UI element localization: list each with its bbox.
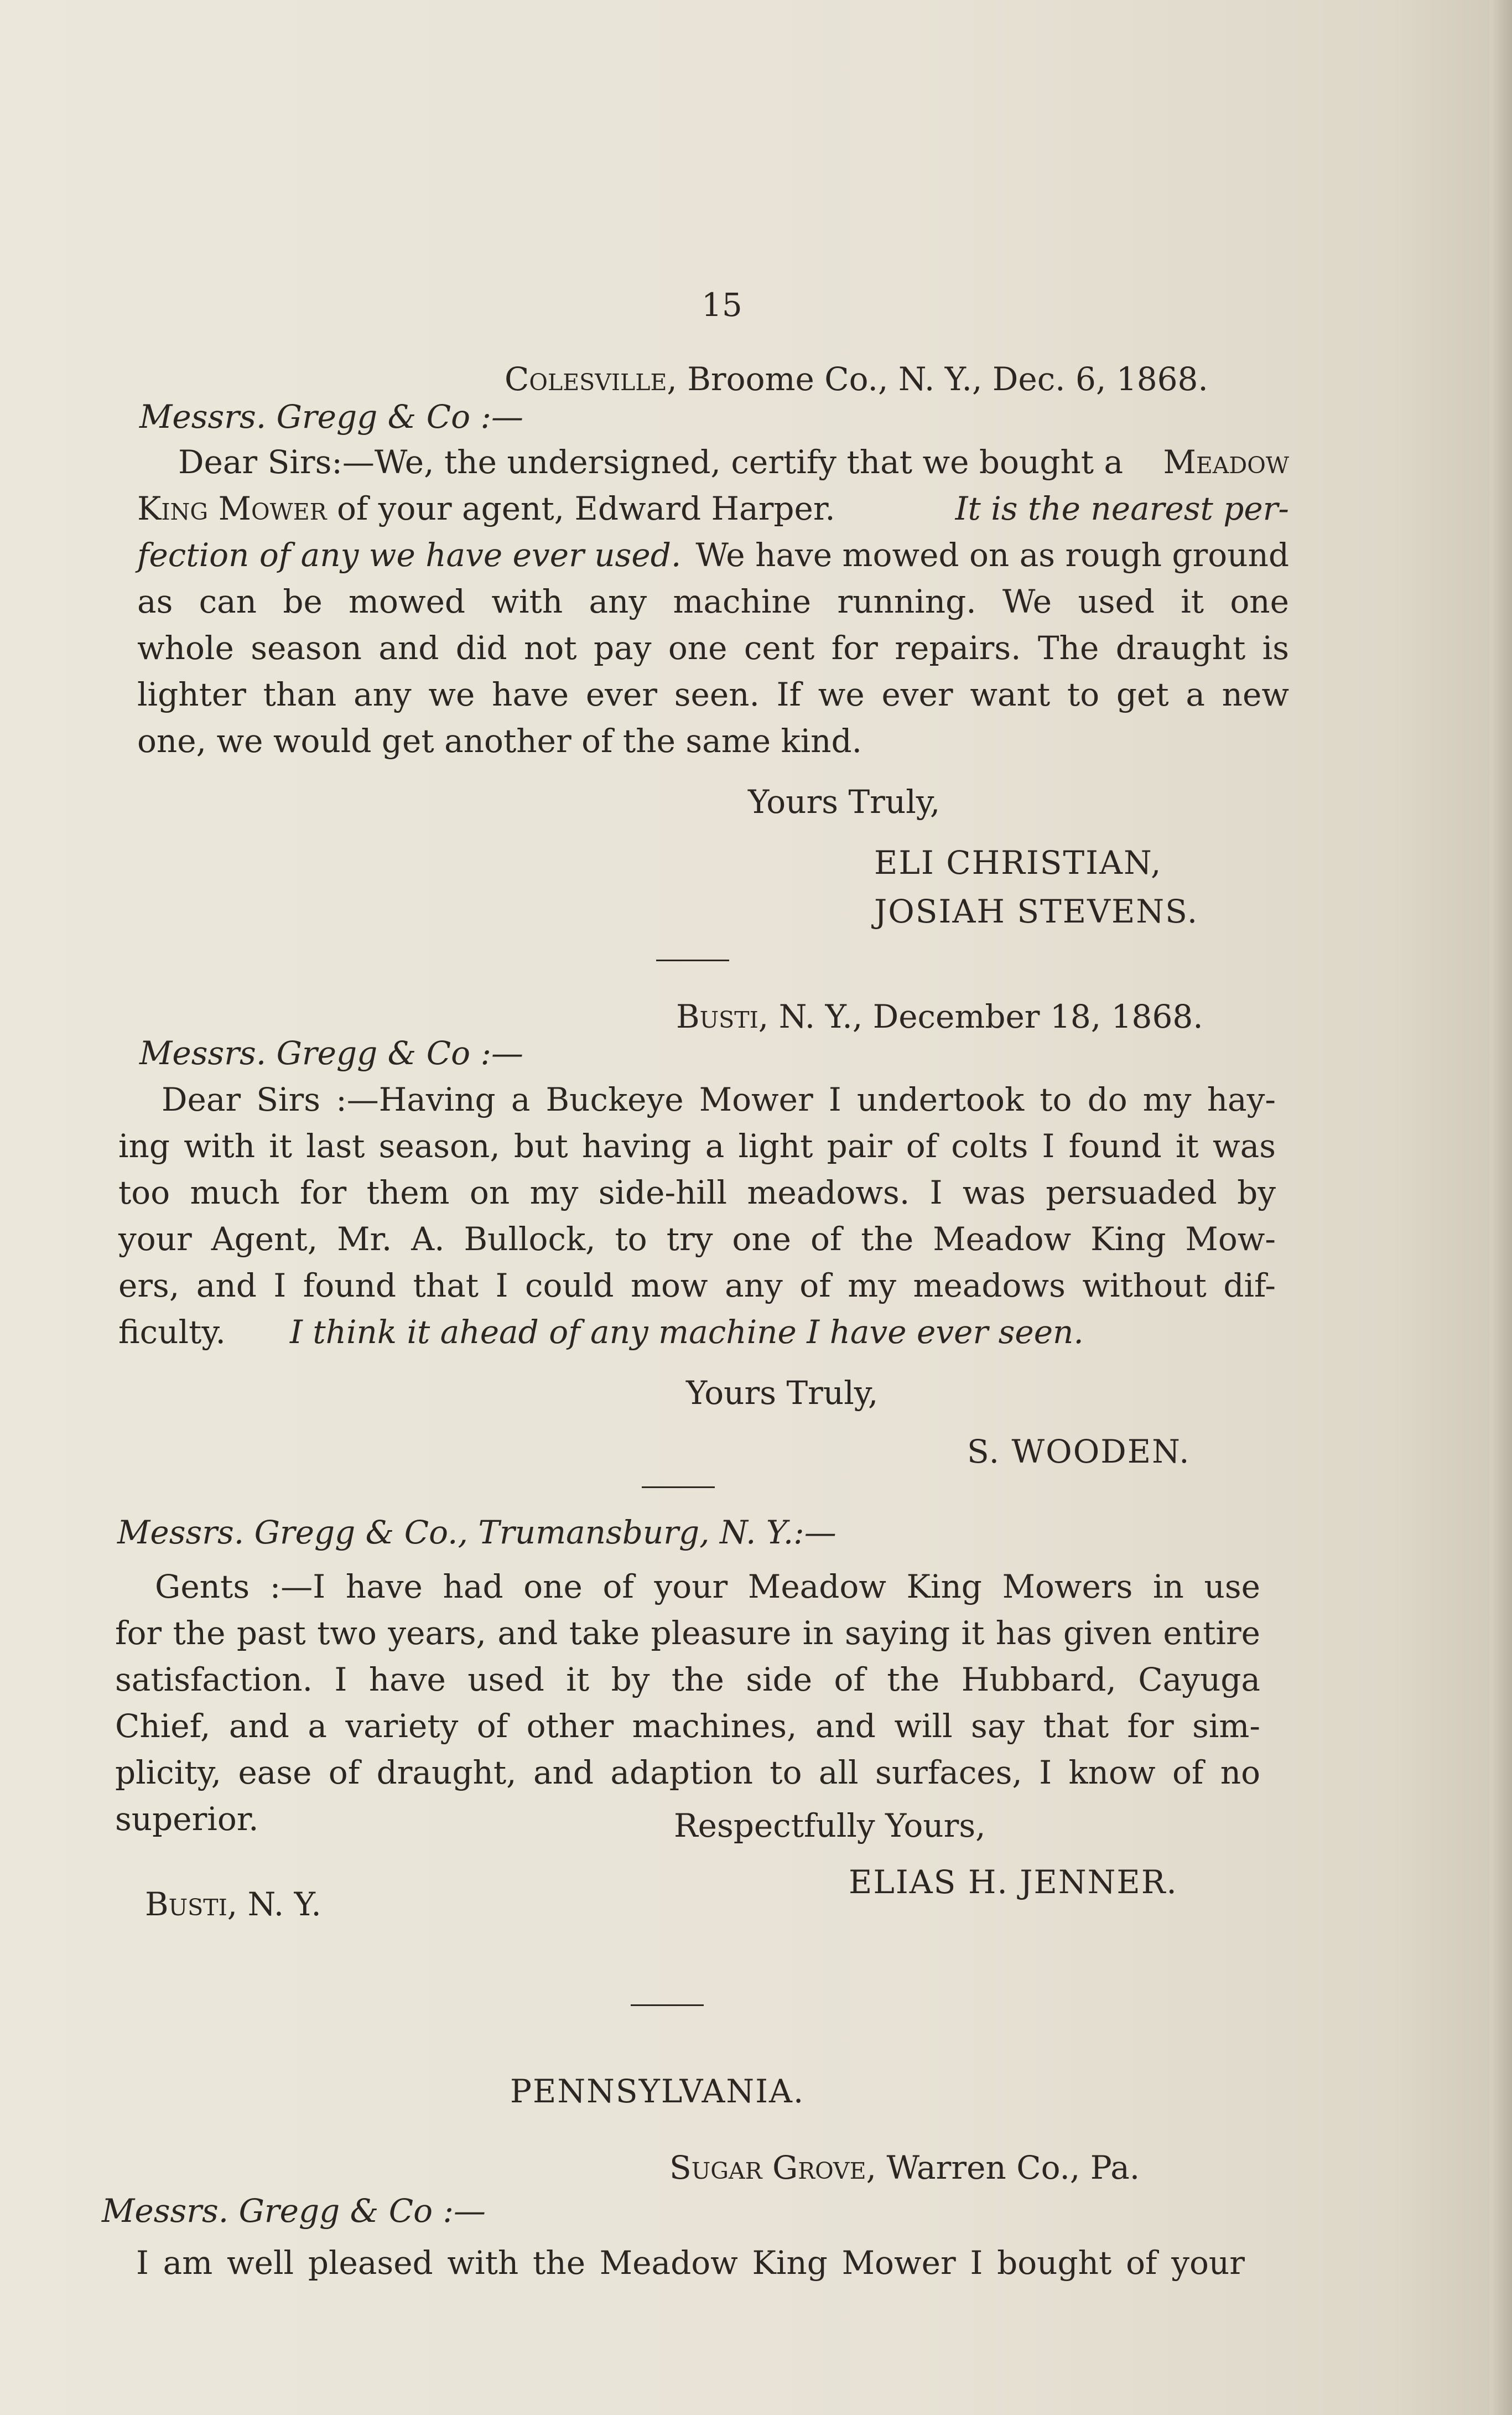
letter2-line-2: ing with it last season, but having a light pair of colts I found it was <box>118 1127 1276 1165</box>
letter3-signer: ELIAS H. JENNER. <box>849 1863 1178 1901</box>
page-edge <box>1490 0 1512 2415</box>
letter2-line-5: ers, and I found that I could mow any of my meadows without dif- <box>118 1267 1276 1304</box>
letter2-closing: Yours Truly, <box>686 1374 879 1412</box>
letter1-line-6: lighter than any we have ever seen. If we ever want to get a new <box>137 676 1289 713</box>
letter3-line-1: Gents :—I have had one of your Meadow King Mowers in use <box>155 1568 1260 1605</box>
letter4-salutation: Messrs. Gregg & Co :— <box>102 2192 486 2230</box>
divider-1 <box>656 960 729 961</box>
letter2-place: Busti, <box>676 998 769 1035</box>
letter1-place: Colesville, <box>505 360 677 398</box>
letter1-line-3: fection of any we have ever used. We have mowed on as rough ground <box>137 536 1289 574</box>
letter3-line-6: superior. <box>115 1800 259 1838</box>
letter1-line-1: Dear Sirs:—We, the undersigned, certify that we bought a Meadow <box>178 443 1289 481</box>
letter3-line-3: satisfaction. I have used it by the side of the Hubbard, Cayuga <box>115 1661 1260 1698</box>
letter1-signer-2: JOSIAH STEVENS. <box>874 893 1199 930</box>
divider-2 <box>642 1486 715 1488</box>
letter2-line-3: too much for them on my side-hill meadows. I was persuaded by <box>118 1174 1276 1211</box>
letter1-dateline <box>505 360 1208 398</box>
letter3-line-2: for the past two years, and take pleasure in saying it has given entire <box>115 1614 1260 1652</box>
letter1-line-2: King Mower of your agent, Edward Harper. It is the nearest per- <box>137 490 1289 527</box>
letter1-signer-1: ELI CHRISTIAN, <box>874 844 1162 882</box>
letter2-place-rest: N. Y., December 18, 1868. <box>778 998 1203 1035</box>
letter2-signer: S. WOODEN. <box>967 1433 1191 1470</box>
letter1-place-rest: Broome Co., N. Y., Dec. 6, 1868. <box>687 360 1208 398</box>
letter1-line-4: as can be mowed with any machine running. We used it one <box>137 583 1289 620</box>
letter2-salutation: Messrs. Gregg & Co :— <box>139 1034 524 1072</box>
letter2-line-1: Dear Sirs :—Having a Buckeye Mower I undertook to do my hay- <box>162 1081 1276 1118</box>
letter2-line-6a: ficulty. <box>118 1313 226 1351</box>
letter1-closing: Yours Truly, <box>748 783 941 821</box>
letter4-dateline <box>669 2149 1140 2186</box>
page-number: 15 <box>702 286 742 324</box>
letter1-salutation: Messrs. Gregg & Co :— <box>139 398 524 436</box>
letter4-place: Sugar Grove, <box>669 2149 877 2186</box>
section-heading: PENNSYLVANIA. <box>510 2072 805 2110</box>
letter2-line-4: your Agent, Mr. A. Bullock, to try one of the Meadow King Mow- <box>118 1220 1276 1258</box>
letter3-closing: Respectfully Yours, <box>674 1807 986 1844</box>
letter2-dateline <box>676 998 1203 1035</box>
letter2-line-6b: I think it ahead of any machine I have ever seen. <box>290 1313 1084 1351</box>
letter1-line-7: one, we would get another of the same kind. <box>137 722 862 760</box>
letter1-line-5: whole season and did not pay one cent for repairs. The draught is <box>137 629 1289 667</box>
letter3-line-4: Chief, and a variety of other machines, and will say that for sim- <box>115 1707 1260 1745</box>
letter4-line-1: I am well pleased with the Meadow King Mower I bought of your <box>136 2244 1245 2282</box>
letter3-place: Busti, N. Y. <box>145 1885 321 1923</box>
divider-3 <box>631 2004 704 2006</box>
letter4-place-rest: Warren Co., Pa. <box>886 2149 1140 2186</box>
letter3-salutation: Messrs. Gregg & Co., Trumansburg, N. Y.:— <box>117 1514 836 1551</box>
letter3-line-5: plicity, ease of draught, and adaption to all surfaces, I know of no <box>115 1754 1260 1791</box>
